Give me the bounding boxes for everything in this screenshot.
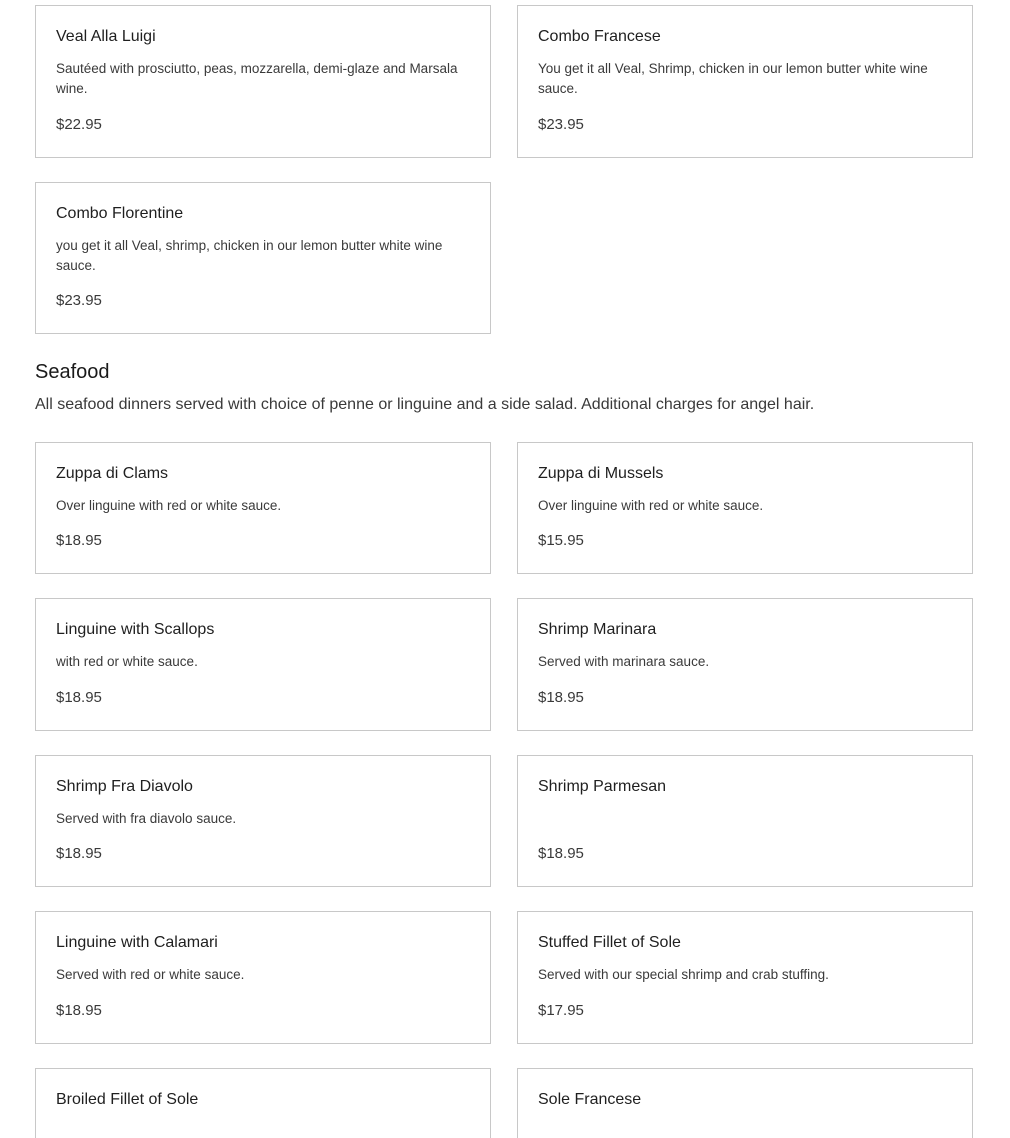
menu-item-name: Zuppa di Clams bbox=[56, 465, 169, 482]
menu-item-name: Sole Francese bbox=[538, 1091, 642, 1108]
menu-item-card[interactable] bbox=[35, 911, 491, 1044]
menu-item-description: with red or white sauce. bbox=[56, 654, 198, 669]
menu-item-price: $23.95 bbox=[538, 116, 584, 133]
menu-item-name: Broiled Fillet of Sole bbox=[56, 1091, 199, 1108]
menu-item-description: Served with fra diavolo sauce. bbox=[56, 811, 237, 826]
menu-item-name: Veal Alla Luigi bbox=[56, 28, 156, 45]
menu-item-name: Shrimp Marinara bbox=[538, 621, 657, 638]
menu-item-card[interactable] bbox=[35, 5, 491, 158]
section-description: All seafood dinners served with choice of penne or linguine and a side salad. Additional charges for angel hair. bbox=[35, 396, 815, 413]
menu-item-description: Served with our special shrimp and crab stuffing. bbox=[538, 967, 829, 982]
menu-item-name: Linguine with Scallops bbox=[56, 621, 215, 638]
menu-item-price: $17.95 bbox=[538, 1002, 584, 1019]
menu-item-price: $18.95 bbox=[538, 689, 584, 706]
menu-item-price: $23.95 bbox=[56, 292, 102, 309]
menu-item-card[interactable] bbox=[517, 598, 973, 731]
menu-item-card[interactable] bbox=[517, 1068, 973, 1138]
menu-item-description: Over linguine with red or white sauce. bbox=[538, 498, 764, 513]
menu-item-card[interactable] bbox=[35, 442, 491, 574]
menu-item-description: Over linguine with red or white sauce. bbox=[56, 498, 282, 513]
menu-item-card[interactable] bbox=[517, 911, 973, 1044]
menu-item-card[interactable] bbox=[517, 442, 973, 574]
menu-item-card[interactable] bbox=[517, 5, 973, 158]
menu-item-card[interactable] bbox=[35, 755, 491, 887]
menu-item-price: $18.95 bbox=[56, 532, 102, 549]
menu-item-price: $18.95 bbox=[56, 689, 102, 706]
menu-item-name: Combo Francese bbox=[538, 28, 661, 45]
menu-item-description: Served with marinara sauce. bbox=[538, 654, 710, 669]
menu-item-name: Linguine with Calamari bbox=[56, 934, 218, 951]
menu-item-name: Combo Florentine bbox=[56, 205, 184, 222]
menu-item-description: You get it all Veal, Shrimp, chicken in our lemon butter white wine sauce. bbox=[538, 61, 928, 96]
menu-item-price: $22.95 bbox=[56, 116, 102, 133]
menu-item-price: $15.95 bbox=[538, 532, 584, 549]
menu-item-card[interactable] bbox=[517, 755, 973, 887]
menu-item-name: Shrimp Parmesan bbox=[538, 778, 667, 795]
menu-item-card[interactable] bbox=[35, 1068, 491, 1138]
menu-item-description: you get it all Veal, shrimp, chicken in our lemon butter white wine sauce. bbox=[56, 238, 443, 273]
menu-item-name: Shrimp Fra Diavolo bbox=[56, 778, 193, 795]
menu-item-card[interactable] bbox=[35, 182, 491, 334]
section-title: Seafood bbox=[35, 361, 110, 383]
menu-item-price: $18.95 bbox=[56, 1002, 102, 1019]
menu-item-price: $18.95 bbox=[538, 845, 584, 862]
menu-item-name: Zuppa di Mussels bbox=[538, 465, 664, 482]
menu-item-price: $18.95 bbox=[56, 845, 102, 862]
menu-item-description: Sautéed with prosciutto, peas, mozzarella, demi-glaze and Marsala wine. bbox=[56, 61, 458, 96]
menu-item-description: Served with red or white sauce. bbox=[56, 967, 245, 982]
menu-item-name: Stuffed Fillet of Sole bbox=[538, 934, 681, 951]
menu-item-card[interactable] bbox=[35, 598, 491, 731]
